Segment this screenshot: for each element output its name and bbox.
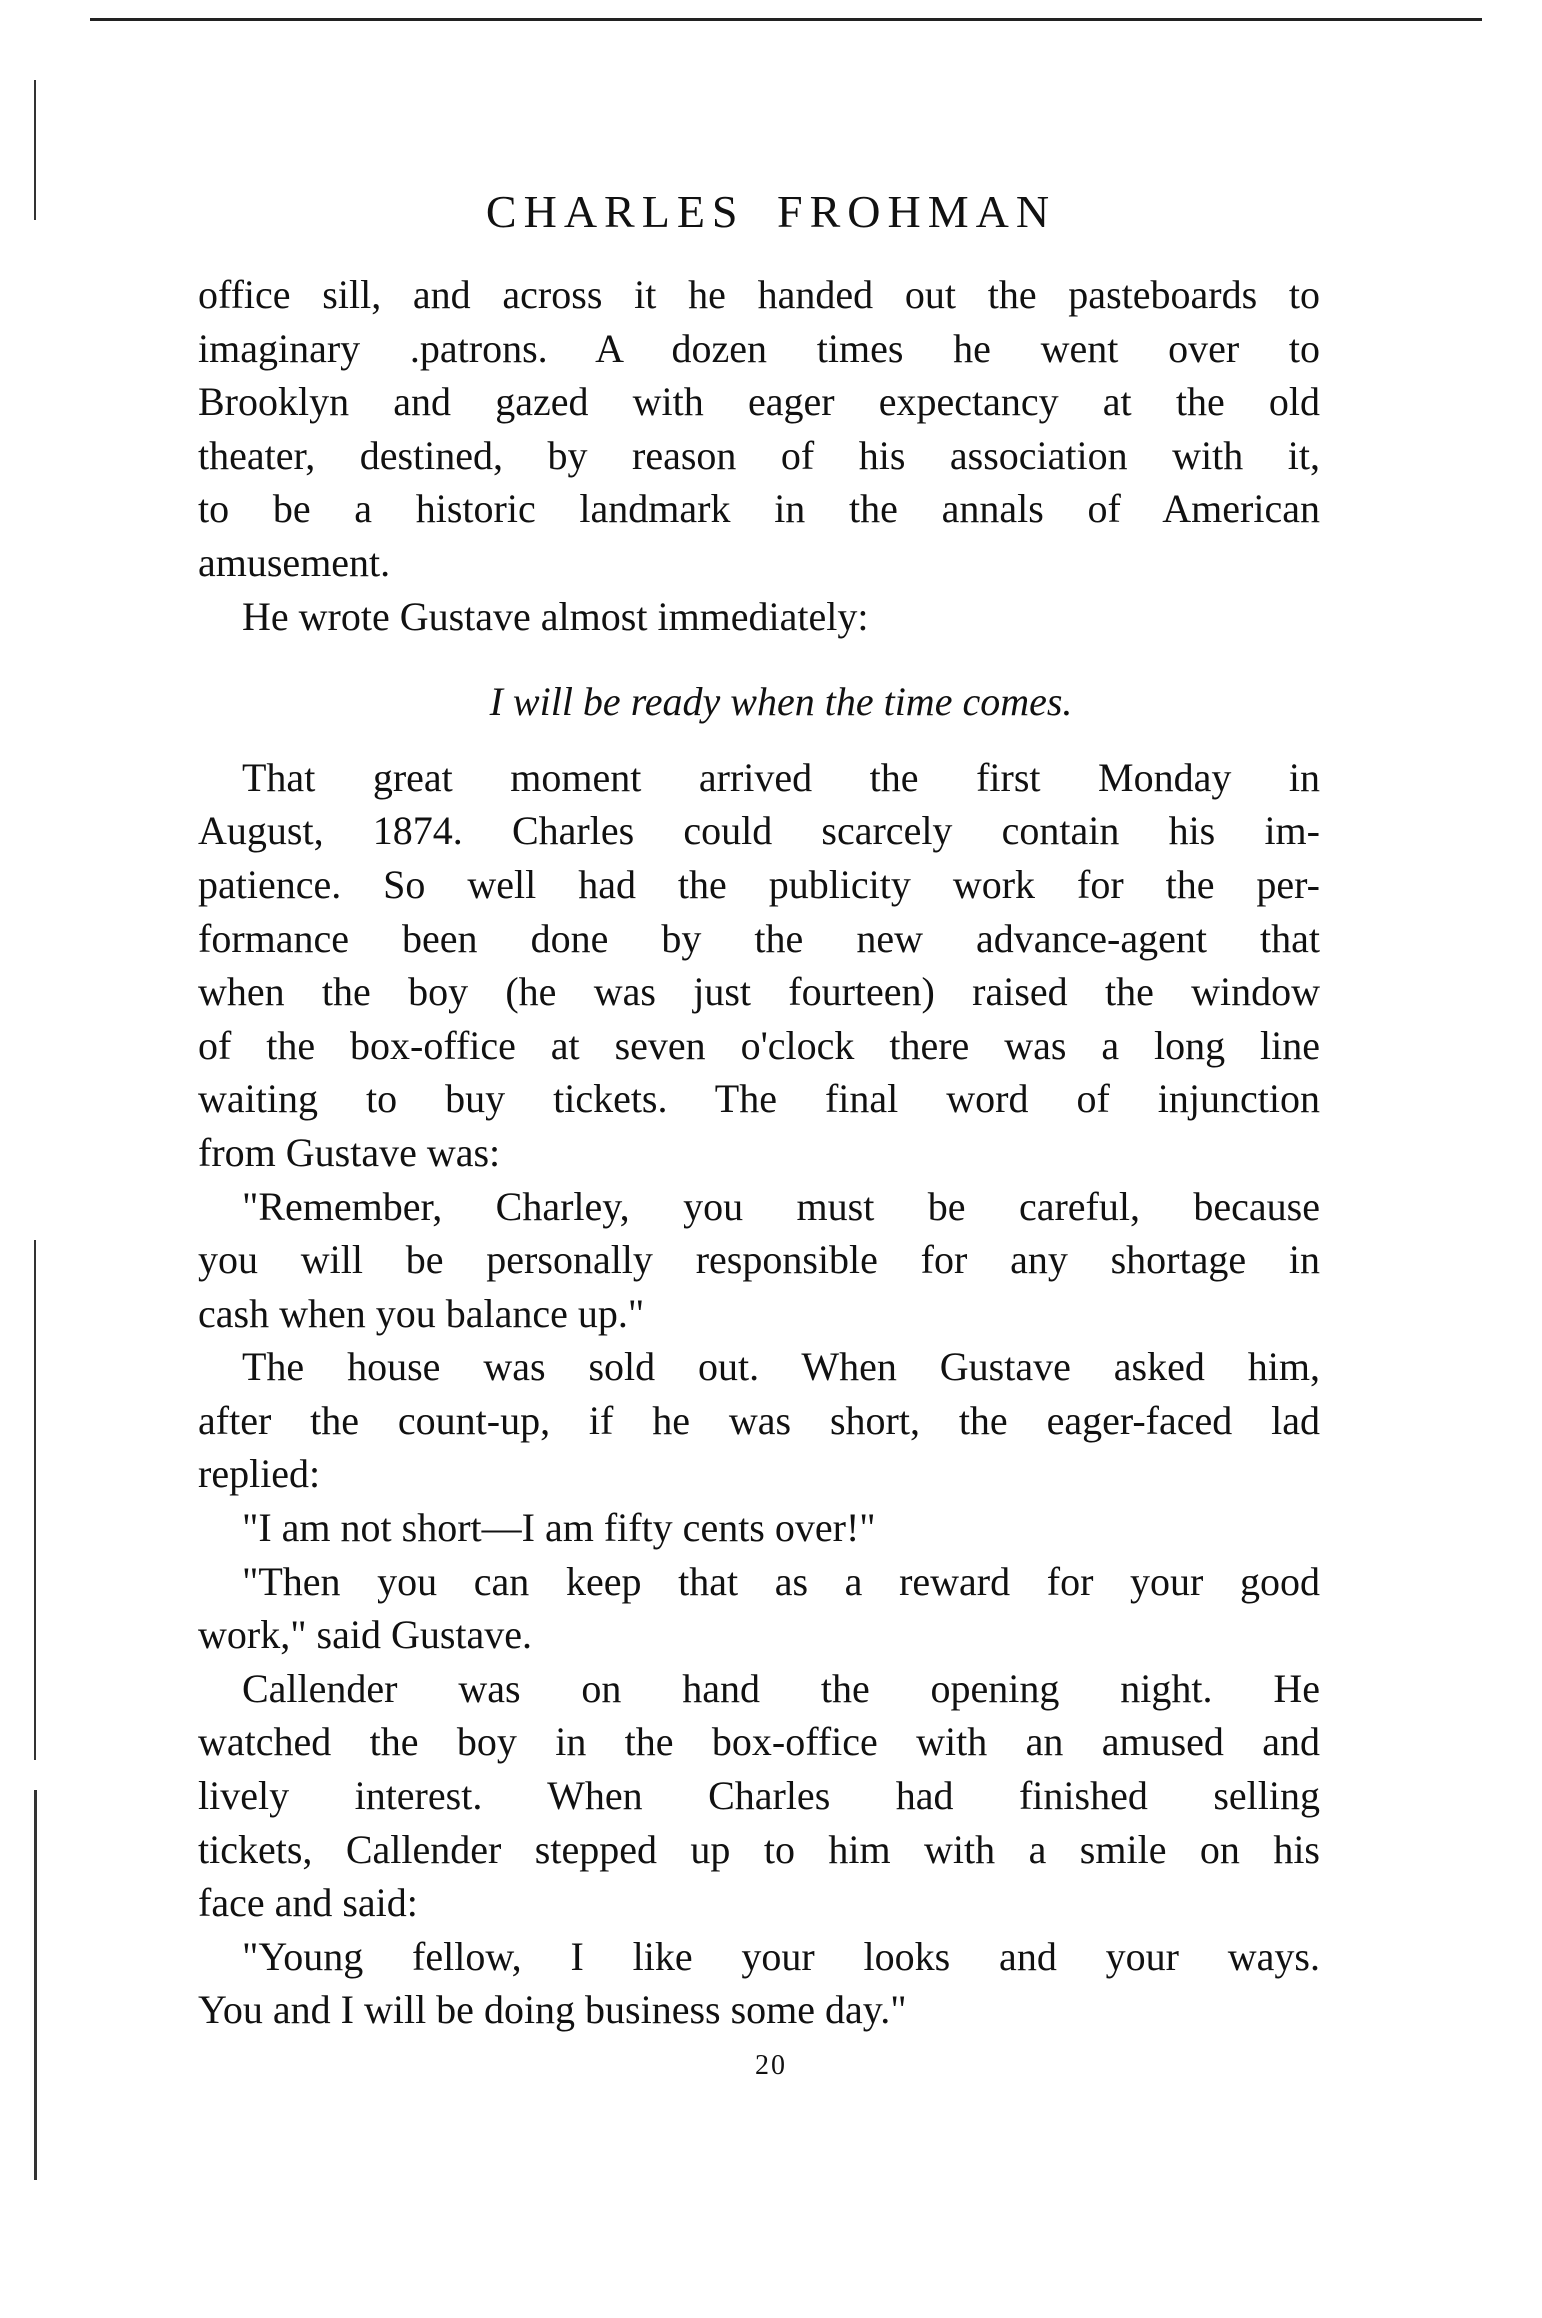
text-line: patience. So well had the publicity work for the per- <box>198 861 1320 907</box>
paragraph <box>198 1555 1320 1662</box>
paragraph <box>198 1340 1320 1501</box>
text-line: I will be ready when the time comes. <box>489 679 1073 725</box>
top-rule <box>90 18 1482 21</box>
text-line: "Remember, Charley, you must be careful, because <box>242 1183 1320 1229</box>
paragraph <box>198 1930 1320 2037</box>
paragraph <box>198 1180 1320 1341</box>
text-line: tickets, Callender stepped up to him with a smile on his <box>198 1826 1320 1872</box>
text-line: office sill, and across it he handed out the pasteboards to <box>198 272 1320 317</box>
text-line: cash when you balance up." <box>198 1290 645 1336</box>
scan-margin-mark <box>34 1790 37 2180</box>
text-line: "Young fellow, I like your looks and your ways. <box>242 1933 1320 1979</box>
text-line: That great moment arrived the first Monday in <box>242 754 1320 800</box>
text-line: from Gustave was: <box>198 1129 501 1175</box>
paragraph <box>198 1501 1320 1555</box>
text-line: when the boy (he was just fourteen) raised the window <box>198 969 1320 1015</box>
text-line: lively interest. When Charles had finished selling <box>198 1773 1320 1819</box>
text-line: "Then you can keep that as a reward for your good <box>242 1558 1320 1604</box>
paragraph <box>198 268 1320 590</box>
paragraph <box>198 590 1320 644</box>
text-line: formance been done by the new advance-agent that <box>198 915 1320 961</box>
scan-margin-mark <box>34 1240 36 1760</box>
text-line: after the count-up, if he was short, the eager-faced lad <box>198 1397 1320 1443</box>
page-number: 20 <box>755 2050 787 2081</box>
text-line: replied: <box>198 1451 321 1497</box>
block-quote <box>198 675 1320 729</box>
text-line: amusement. <box>198 539 391 585</box>
page-body <box>198 268 1320 2037</box>
text-line: He wrote Gustave almost immediately: <box>242 593 869 639</box>
text-line: face and said: <box>198 1880 418 1926</box>
text-line: you will be personally responsible for any shortage in <box>198 1237 1320 1283</box>
text-line: to be a historic landmark in the annals of American <box>198 486 1320 532</box>
text-line: You and I will be doing business some day." <box>198 1987 907 2033</box>
text-line: The house was sold out. When Gustave asked him, <box>242 1344 1320 1390</box>
paragraph <box>198 1662 1320 1930</box>
text-line: Brooklyn and gazed with eager expectancy at the old <box>198 379 1320 425</box>
text-line: of the box-office at seven o'clock there was a long line <box>198 1022 1320 1068</box>
text-line: theater, destined, by reason of his association with it, <box>198 432 1320 478</box>
text-line: "I am not short—I am fifty cents over!" <box>242 1505 876 1551</box>
text-line: imaginary .patrons. A dozen times he went over to <box>198 325 1320 371</box>
text-line: work," said Gustave. <box>198 1612 533 1658</box>
text-line: waiting to buy tickets. The final word of injunction <box>198 1076 1320 1122</box>
text-line: Callender was on hand the opening night. He <box>242 1665 1320 1711</box>
text-line: August, 1874. Charles could scarcely contain his im- <box>198 808 1320 854</box>
text-line: watched the boy in the box-office with an amused and <box>198 1719 1320 1765</box>
running-header: CHARLES FROHMAN <box>485 186 1057 237</box>
paragraph <box>198 751 1320 1180</box>
